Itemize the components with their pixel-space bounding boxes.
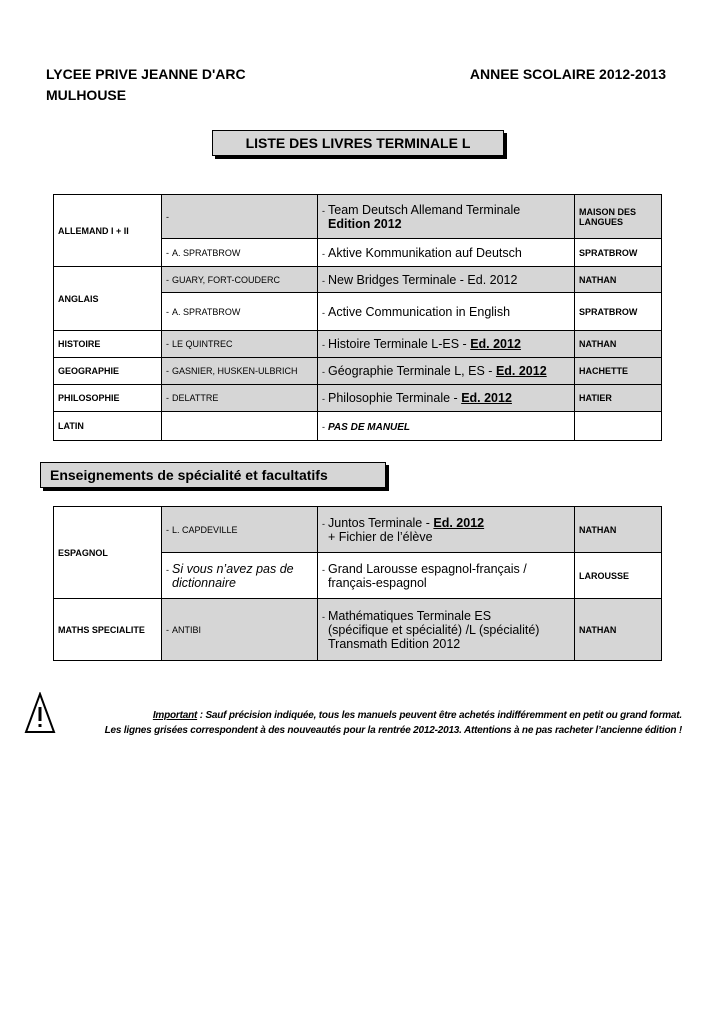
school-year: ANNEE SCOLAIRE 2012-2013 [469, 66, 666, 82]
book-cell: - Team Deutsch Allemand Terminale Edition 2012 [318, 195, 575, 239]
table-row [54, 358, 662, 385]
book-cell: - Philosophie Terminale - Ed. 2012 [318, 385, 575, 412]
publisher-cell [575, 412, 662, 441]
author-cell: - Si vous n’avez pas de dictionnaire [162, 553, 318, 599]
author-cell: - A. SPRATBROW [162, 239, 318, 267]
note-line2: Les lignes grisées correspondent à des nouveautés pour la rentrée 2012-2013. Attentions à ne pas racheter l’ancienne édition ! [104, 725, 682, 736]
table-row [54, 331, 662, 358]
subject-cell: LATIN [54, 412, 162, 441]
publisher-cell: NATHAN [575, 507, 662, 553]
subject-cell: MATHS SPECIALITE [54, 599, 162, 661]
table-row [54, 507, 662, 553]
subject-cell: HISTOIRE [54, 331, 162, 358]
specialty-table [53, 506, 662, 661]
publisher-cell: NATHAN [575, 331, 662, 358]
subject-cell: ALLEMAND I + II [54, 195, 162, 267]
publisher-cell: HATIER [575, 385, 662, 412]
book-cell: - PAS DE MANUEL [318, 412, 575, 441]
school-name-line1: LYCEE PRIVE JEANNE D'ARC [46, 66, 246, 82]
author-cell: - GUARY, FORT-COUDERC [162, 267, 318, 293]
book-cell: - Juntos Terminale - Ed. 2012 + Fichier de l’élève [318, 507, 575, 553]
author-cell: - A. SPRATBROW [162, 293, 318, 331]
publisher-cell: SPRATBROW [575, 239, 662, 267]
book-cell: - Géographie Terminale L, ES - Ed. 2012 [318, 358, 575, 385]
section-title: Enseignements de spécialité et facultatifs [40, 462, 386, 488]
publisher-cell: NATHAN [575, 267, 662, 293]
author-cell: - ANTIBI [162, 599, 318, 661]
books-table [53, 194, 662, 441]
subject-cell: GEOGRAPHIE [54, 358, 162, 385]
publisher-cell: HACHETTE [575, 358, 662, 385]
table-row [54, 267, 662, 293]
table-row [54, 599, 662, 661]
publisher-cell: LAROUSSE [575, 553, 662, 599]
publisher-cell: SPRATBROW [575, 293, 662, 331]
important-note [60, 710, 682, 721]
table-row [54, 195, 662, 239]
publisher-cell: NATHAN [575, 599, 662, 661]
school-name-line2: MULHOUSE [46, 87, 127, 103]
book-cell: - Active Communication in English [318, 293, 575, 331]
note-line1: : Sauf précision indiquée, tous les manuels peuvent être achetés indifféremment en petit ou grand format. [197, 710, 682, 721]
school-name [46, 64, 246, 106]
author-cell: - DELATTRE [162, 385, 318, 412]
book-cell: - Aktive Kommunikation auf Deutsch [318, 239, 575, 267]
subject-cell: ANGLAIS [54, 267, 162, 331]
important-label: Important [152, 710, 198, 721]
book-cell: - New Bridges Terminale - Ed. 2012 [318, 267, 575, 293]
publisher-cell: MAISON DES LANGUES [575, 195, 662, 239]
book-cell: - Histoire Terminale L-ES - Ed. 2012 [318, 331, 575, 358]
page-title: LISTE DES LIVRES TERMINALE L [212, 130, 504, 156]
author-cell [162, 412, 318, 441]
book-cell: - Mathématiques Terminale ES (spécifique et spécialité) /L (spécialité) Transmath Edition 2012 [318, 599, 575, 661]
author-cell: - GASNIER, HUSKEN-ULBRICH [162, 358, 318, 385]
author-cell: - [162, 195, 318, 239]
subject-cell: PHILOSOPHIE [54, 385, 162, 412]
subject-cell: ESPAGNOL [54, 507, 162, 599]
warning-triangle-icon [24, 692, 56, 734]
author-cell: - L. CAPDEVILLE [162, 507, 318, 553]
table-row [54, 385, 662, 412]
book-cell: - Grand Larousse espagnol-français / français-espagnol [318, 553, 575, 599]
author-cell: - LE QUINTREC [162, 331, 318, 358]
table-row [54, 412, 662, 441]
